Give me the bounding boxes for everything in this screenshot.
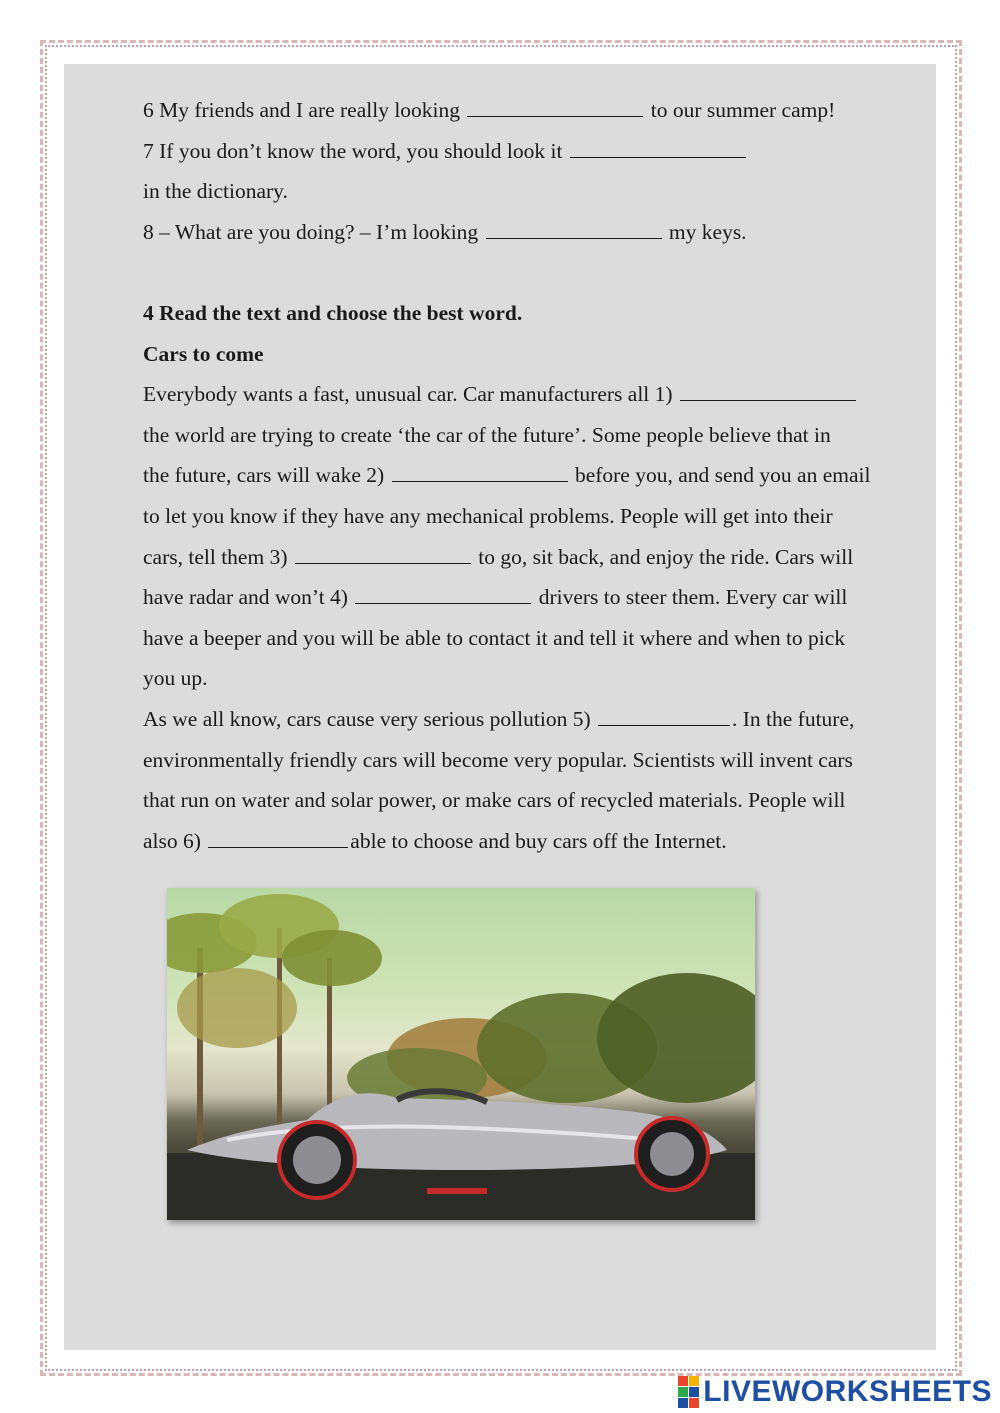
line-text-after: . In the future, <box>731 706 855 731</box>
line-text: the world are trying to create ‘the car of the future’. Some people believe that in <box>143 422 831 447</box>
exercise4-line-8 <box>143 658 933 699</box>
line-text: Everybody wants a fast, unusual car. Car manufacturers all 1) <box>143 382 673 407</box>
item6-blank-input[interactable] <box>467 93 643 117</box>
concept-car-photo <box>167 888 755 1220</box>
line-text: have a beeper and you will be able to contact it and tell it where and when to pick <box>143 625 846 650</box>
gap-4-input[interactable] <box>355 580 531 604</box>
line-text-after: drivers to steer them. Every car will <box>538 585 848 610</box>
item6-text-after: to our summer camp! <box>650 98 836 122</box>
line-text-after: able to choose and buy cars off the Internet. <box>350 828 727 853</box>
exercise4-line-6 <box>143 577 933 618</box>
exercise4-line-1 <box>143 374 933 415</box>
exercise3-item8 <box>143 212 933 253</box>
exercise4-line-3 <box>143 455 933 496</box>
worksheet-text <box>143 90 933 861</box>
exercise4-line-7 <box>143 618 933 659</box>
line-text: cars, tell them 3) <box>143 544 288 569</box>
line-text: environmentally friendly cars will become very popular. Scientists will invent cars <box>143 747 853 772</box>
item7-text-before: 7 If you don’t know the word, you should look it <box>143 138 563 163</box>
line-text: have radar and won’t 4) <box>143 585 348 610</box>
gap-6-input[interactable] <box>208 824 348 848</box>
exercise4-line-11 <box>143 780 933 821</box>
line-text: As we all know, cars cause very serious pollution 5) <box>143 706 591 731</box>
line-text: you up. <box>143 666 208 691</box>
line-text: also 6) <box>143 828 201 853</box>
exercise3-item7 <box>143 131 933 172</box>
exercise4-line-10 <box>143 740 933 781</box>
exercise4-line-12 <box>143 821 933 862</box>
item8-text-after: my keys. <box>668 219 747 244</box>
exercise4-line-9 <box>143 699 933 740</box>
item7-blank-input[interactable] <box>570 134 746 158</box>
exercise4-line-2 <box>143 415 933 456</box>
exercise4-title: Cars to come <box>143 341 264 366</box>
line-text: to let you know if they have any mechanical problems. People will get into their <box>143 503 833 528</box>
liveworksheets-logo <box>678 1375 992 1409</box>
item8-text-before: 8 – What are you doing? – I’m looking <box>143 219 479 244</box>
gap-1-input[interactable] <box>680 377 856 401</box>
exercise4-line-4 <box>143 496 933 537</box>
item7-text-continuation: in the dictionary. <box>143 179 288 204</box>
exercise3-item7-continuation <box>143 171 933 212</box>
line-text-after: to go, sit back, and enjoy the ride. Cars will <box>478 544 854 569</box>
gap-3-input[interactable] <box>295 540 471 564</box>
liveworksheets-logo-icon <box>678 1376 699 1408</box>
line-text: the future, cars will wake 2) <box>143 463 385 488</box>
exercise4-heading: 4 Read the text and choose the best word. <box>143 300 523 325</box>
gap-5-input[interactable] <box>598 702 730 726</box>
line-text: that run on water and solar power, or make cars of recycled materials. People will <box>143 788 846 813</box>
concept-car-illustration <box>167 888 755 1220</box>
gap-2-input[interactable] <box>392 458 568 482</box>
liveworksheets-brand: LIVEWORKSHEETS <box>703 1375 992 1408</box>
exercise3-item6 <box>143 90 933 131</box>
item8-blank-input[interactable] <box>486 215 662 239</box>
section-spacer <box>143 252 933 293</box>
exercise4-line-5 <box>143 537 933 578</box>
item6-text-before: 6 My friends and I are really looking <box>143 98 461 122</box>
line-text-after: before you, and send you an email <box>574 463 871 488</box>
